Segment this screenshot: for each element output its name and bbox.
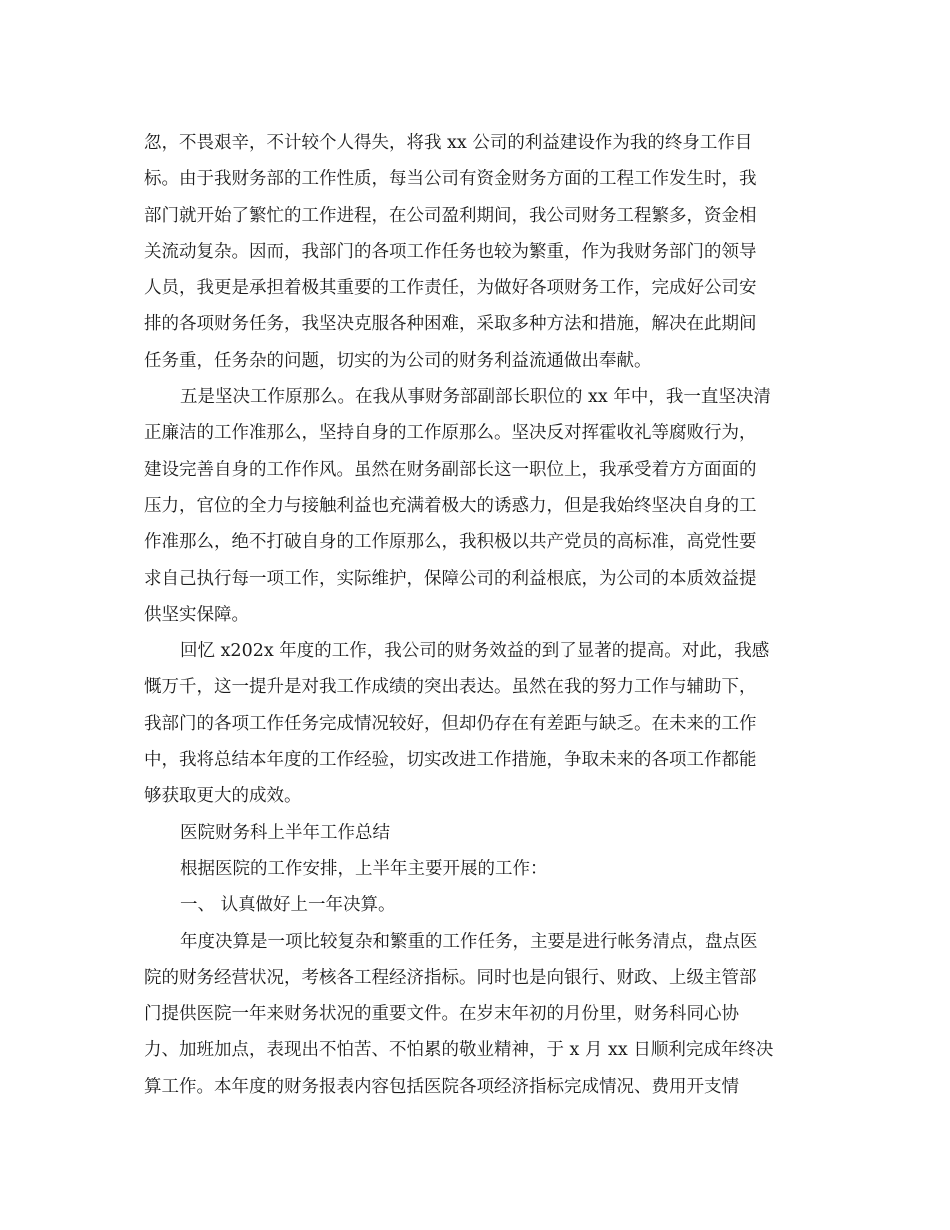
text-line: 五是坚决工作原那么。在我从事财务部副部长职位的 xx 年中，我一直坚决清 <box>180 387 771 408</box>
text-line: 够获取更大的成效。 <box>144 786 302 807</box>
paragraph <box>144 125 814 379</box>
text-line: 力、加班加点，表现出不怕苦、不怕累的敬业精神，于 x 月 xx 日顺利完成年终决 <box>144 1040 774 1061</box>
text-line: 忽，不畏艰辛，不计较个人得失，将我 xx 公司的利益建设作为我的终身工作目 <box>144 133 753 153</box>
text-line: 求自己执行每一项工作，实际维护，保障公司的利益根底，为公司的本质效益提 <box>144 568 757 589</box>
text-line: 排的各项财务任务，我坚决克服各种困难，采取多种方法和措施，解决在此期间 <box>144 314 757 335</box>
paragraph <box>144 924 814 1105</box>
text-line: 慨万千，这一提升是对我工作成绩的突出表达。虽然在我的努力工作与辅助下， <box>144 677 757 698</box>
text-line: 正廉洁的工作准那么，坚持自身的工作原那么。坚决反对挥霍收礼等腐败行为， <box>144 423 757 444</box>
text-line: 根据医院的工作安排，上半年主要开展的工作： <box>180 858 548 879</box>
text-line: 压力，官位的全力与接触利益也充满着极大的诱惑力，但是我始终坚决自身的工 <box>144 495 757 516</box>
text-line: 中，我将总结本年度的工作经验，切实改进工作措施，争取未来的各项工作都能 <box>144 750 757 771</box>
paragraph <box>144 851 814 887</box>
text-line: 一、 认真做好上一年决算。 <box>180 895 396 916</box>
text-line: 门提供医院一年来财务状况的重要文件。在岁末年初的月份里，财务科同心协 <box>144 1004 739 1025</box>
text-line: 人员，我更是承担着极其重要的工作责任，为做好各项财务工作，完成好公司安 <box>144 278 757 299</box>
paragraph <box>144 887 814 923</box>
text-line: 部门就开始了繁忙的工作进程，在公司盈利期间，我公司财务工程繁多，资金相 <box>144 205 757 226</box>
text-line: 年度决算是一项比较复杂和繁重的工作任务，主要是进行帐务清点，盘点医 <box>180 931 758 952</box>
text-line: 我部门的各项工作任务完成情况较好，但却仍存在有差距与缺乏。在未来的工作 <box>144 713 757 734</box>
text-line: 算工作。本年度的财务报表内容包括医院各项经济指标完成情况、费用开支情 <box>144 1076 739 1097</box>
text-line: 供坚实保障。 <box>144 604 249 625</box>
text-line: 回忆 x202x 年度的工作，我公司的财务效益的到了显著的提高。对此，我感 <box>180 641 770 662</box>
text-line: 标。由于我财务部的工作性质，每当公司有资金财务方面的工程工作发生时，我 <box>144 169 757 190</box>
document-body <box>144 125 814 1105</box>
text-line: 作准那么，绝不打破自身的工作原那么，我积极以共产党员的高标准，高党性要 <box>144 532 757 553</box>
text-line: 关流动复杂。因而，我部门的各项工作任务也较为繁重，作为我财务部门的领导 <box>144 241 757 262</box>
text-line: 院的财务经营状况，考核各工程经济指标。同时也是向银行、财政、上级主管部 <box>144 967 757 988</box>
paragraph <box>144 633 814 814</box>
text-line: 医院财务科上半年工作总结 <box>180 822 390 843</box>
paragraph <box>144 379 814 633</box>
text-line: 建设完善自身的工作作风。虽然在财务副部长这一职位上，我承受着方方面面的 <box>144 459 757 480</box>
paragraph <box>144 815 814 851</box>
text-line: 任务重，任务杂的问题，切实的为公司的财务利益流通做出奉献。 <box>144 350 652 371</box>
